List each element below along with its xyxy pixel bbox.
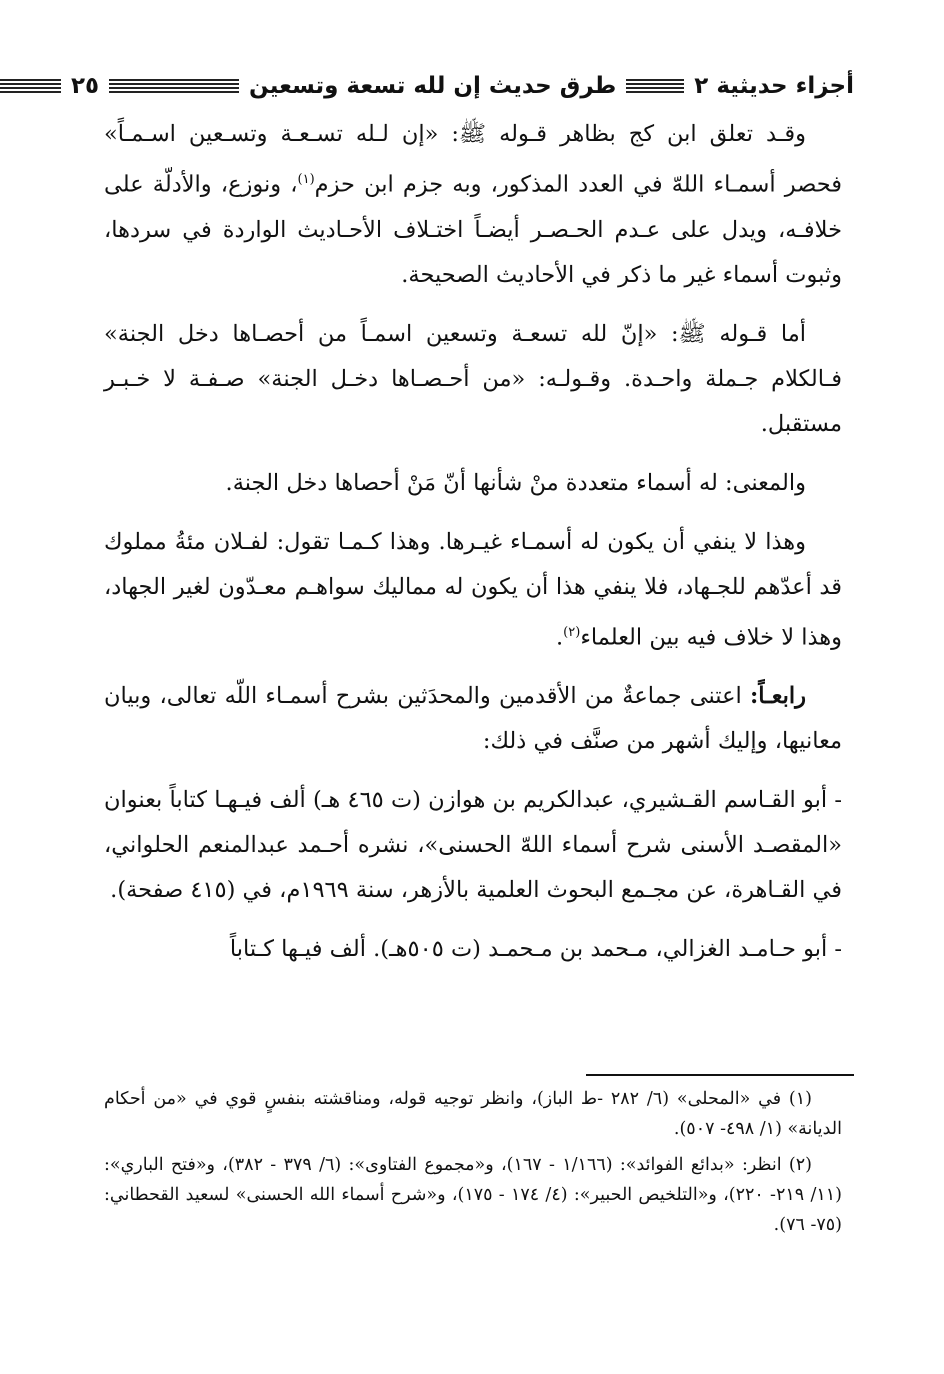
running-header xyxy=(70,64,854,108)
book-title: أجزاء حديثية ٢ xyxy=(694,73,854,99)
paragraph xyxy=(104,112,842,298)
paragraph: والمعنى: له أسماء متعددة منْ شأنها أنّ مَنْ أحصاها دخل الجنة. xyxy=(225,469,806,496)
footnote-ref[interactable]: (٢) xyxy=(563,624,581,640)
paragraph xyxy=(104,674,842,764)
header-ornament-bar xyxy=(0,79,61,93)
paragraph-text: وهذا لا ينفي أن يكون له أسمـاء غيـرها. وهذا كـمـا تقول: لفـلان مئةُ مملوك قد أعدّهم للجـهاد، فلا ينفي هذا أن يكون له مماليك سواهـم معـدّون لغير الجهاد، وهذا لا خلاف فيه بين العلماء xyxy=(104,528,842,650)
page-number: ٢٥ xyxy=(70,73,100,99)
list-item: - أبو حـامـد الغزالي، مـحمد بن مـحمـد (ت ٥٠٥هـ). ألف فيـها كـتاباً xyxy=(229,936,842,962)
header-ornament-bar xyxy=(109,79,239,93)
paragraph-text: وقـد تعلق ابن كج بظاهر قـوله ﷺ: «إن لـله تسـعـة وتسـعين اسـمـاً» فحصر أسمـاء اللهّ في العدد المذكور، وبه جزم ابن حزم xyxy=(104,121,842,198)
chapter-title: طرق حديث إن لله تسعة وتسعين xyxy=(249,73,617,99)
paragraph: أما قـوله ﷺ: «إنّ لله تسعـة وتسعين اسمـاً من أحصـاها دخل الجنة» فـالكلام جـملة واحـدة. وقـولـه: «من أحـصـاها دخـل الجنة» صـفـة لا خـبـر مستقبل. xyxy=(104,320,842,437)
footnote-ref[interactable]: (١) xyxy=(297,172,315,187)
footnotes xyxy=(104,1084,842,1246)
paragraph xyxy=(104,520,842,661)
section-label: رابعـاً: xyxy=(750,683,806,709)
main-text xyxy=(104,112,842,986)
list-item: - أبو القـاسم القـشيري، عبدالكريم بن هوازن (ت ٤٦٥ هـ) ألف فيـهـا كتاباً بعنوان «المقصـد الأسنى شرح أسماء اللهّ الحسنى»، نشره أحـمد عبدالمنعم الحلواني، في القـاهرة، عن مجـمع البحوث العلمية بالأزهر، سنة ١٩٦٩م، في (٤١٥ صفحة). xyxy=(104,787,842,903)
footnote: (١) في «المحلى» (٦/ ٢٨٢ -ط الباز)، وانظر توجيه قوله، ومناقشته بنفسٍ قوي في «من أحكام الديانة» (١/ ٤٩٨- ٥٠٧). xyxy=(104,1089,842,1139)
header-ornament-bar xyxy=(626,79,684,93)
footnote-separator xyxy=(586,1074,854,1076)
paragraph-text: . xyxy=(556,624,564,650)
paragraph-text: ، ونوزع، والأدلّة على خلافـه، ويدل على عـدم الحـصـر أيضـاً اختـلاف الأحـاديث الواردة في سردها، وثبوت أسماء غير ما ذكر في الأحاديث الصحيحة. xyxy=(104,171,842,288)
paragraph-text: اعتنى جماعةٌ من الأقدمين والمحدَثين بشرح أسمـاء اللّه تعالى، وبيان معانيها، وإليك أشهر من صنَّف في ذلك: xyxy=(104,683,842,754)
footnote: (٢) انظر: «بدائع الفوائد»: (١/١٦٦ - ١٦٧)، و«مجموع الفتاوى»: (٦/ ٣٧٩ - ٣٨٢)، و«فتح الباري»: (١١/ ٢١٩- ٢٢٠)، و«التلخيص الحبير»: (٤/ ١٧٤ - ١٧٥)، و«شرح أسماء الله الحسنى» لسعيد القحطاني: (٧٥- ٧٦). xyxy=(104,1155,842,1235)
